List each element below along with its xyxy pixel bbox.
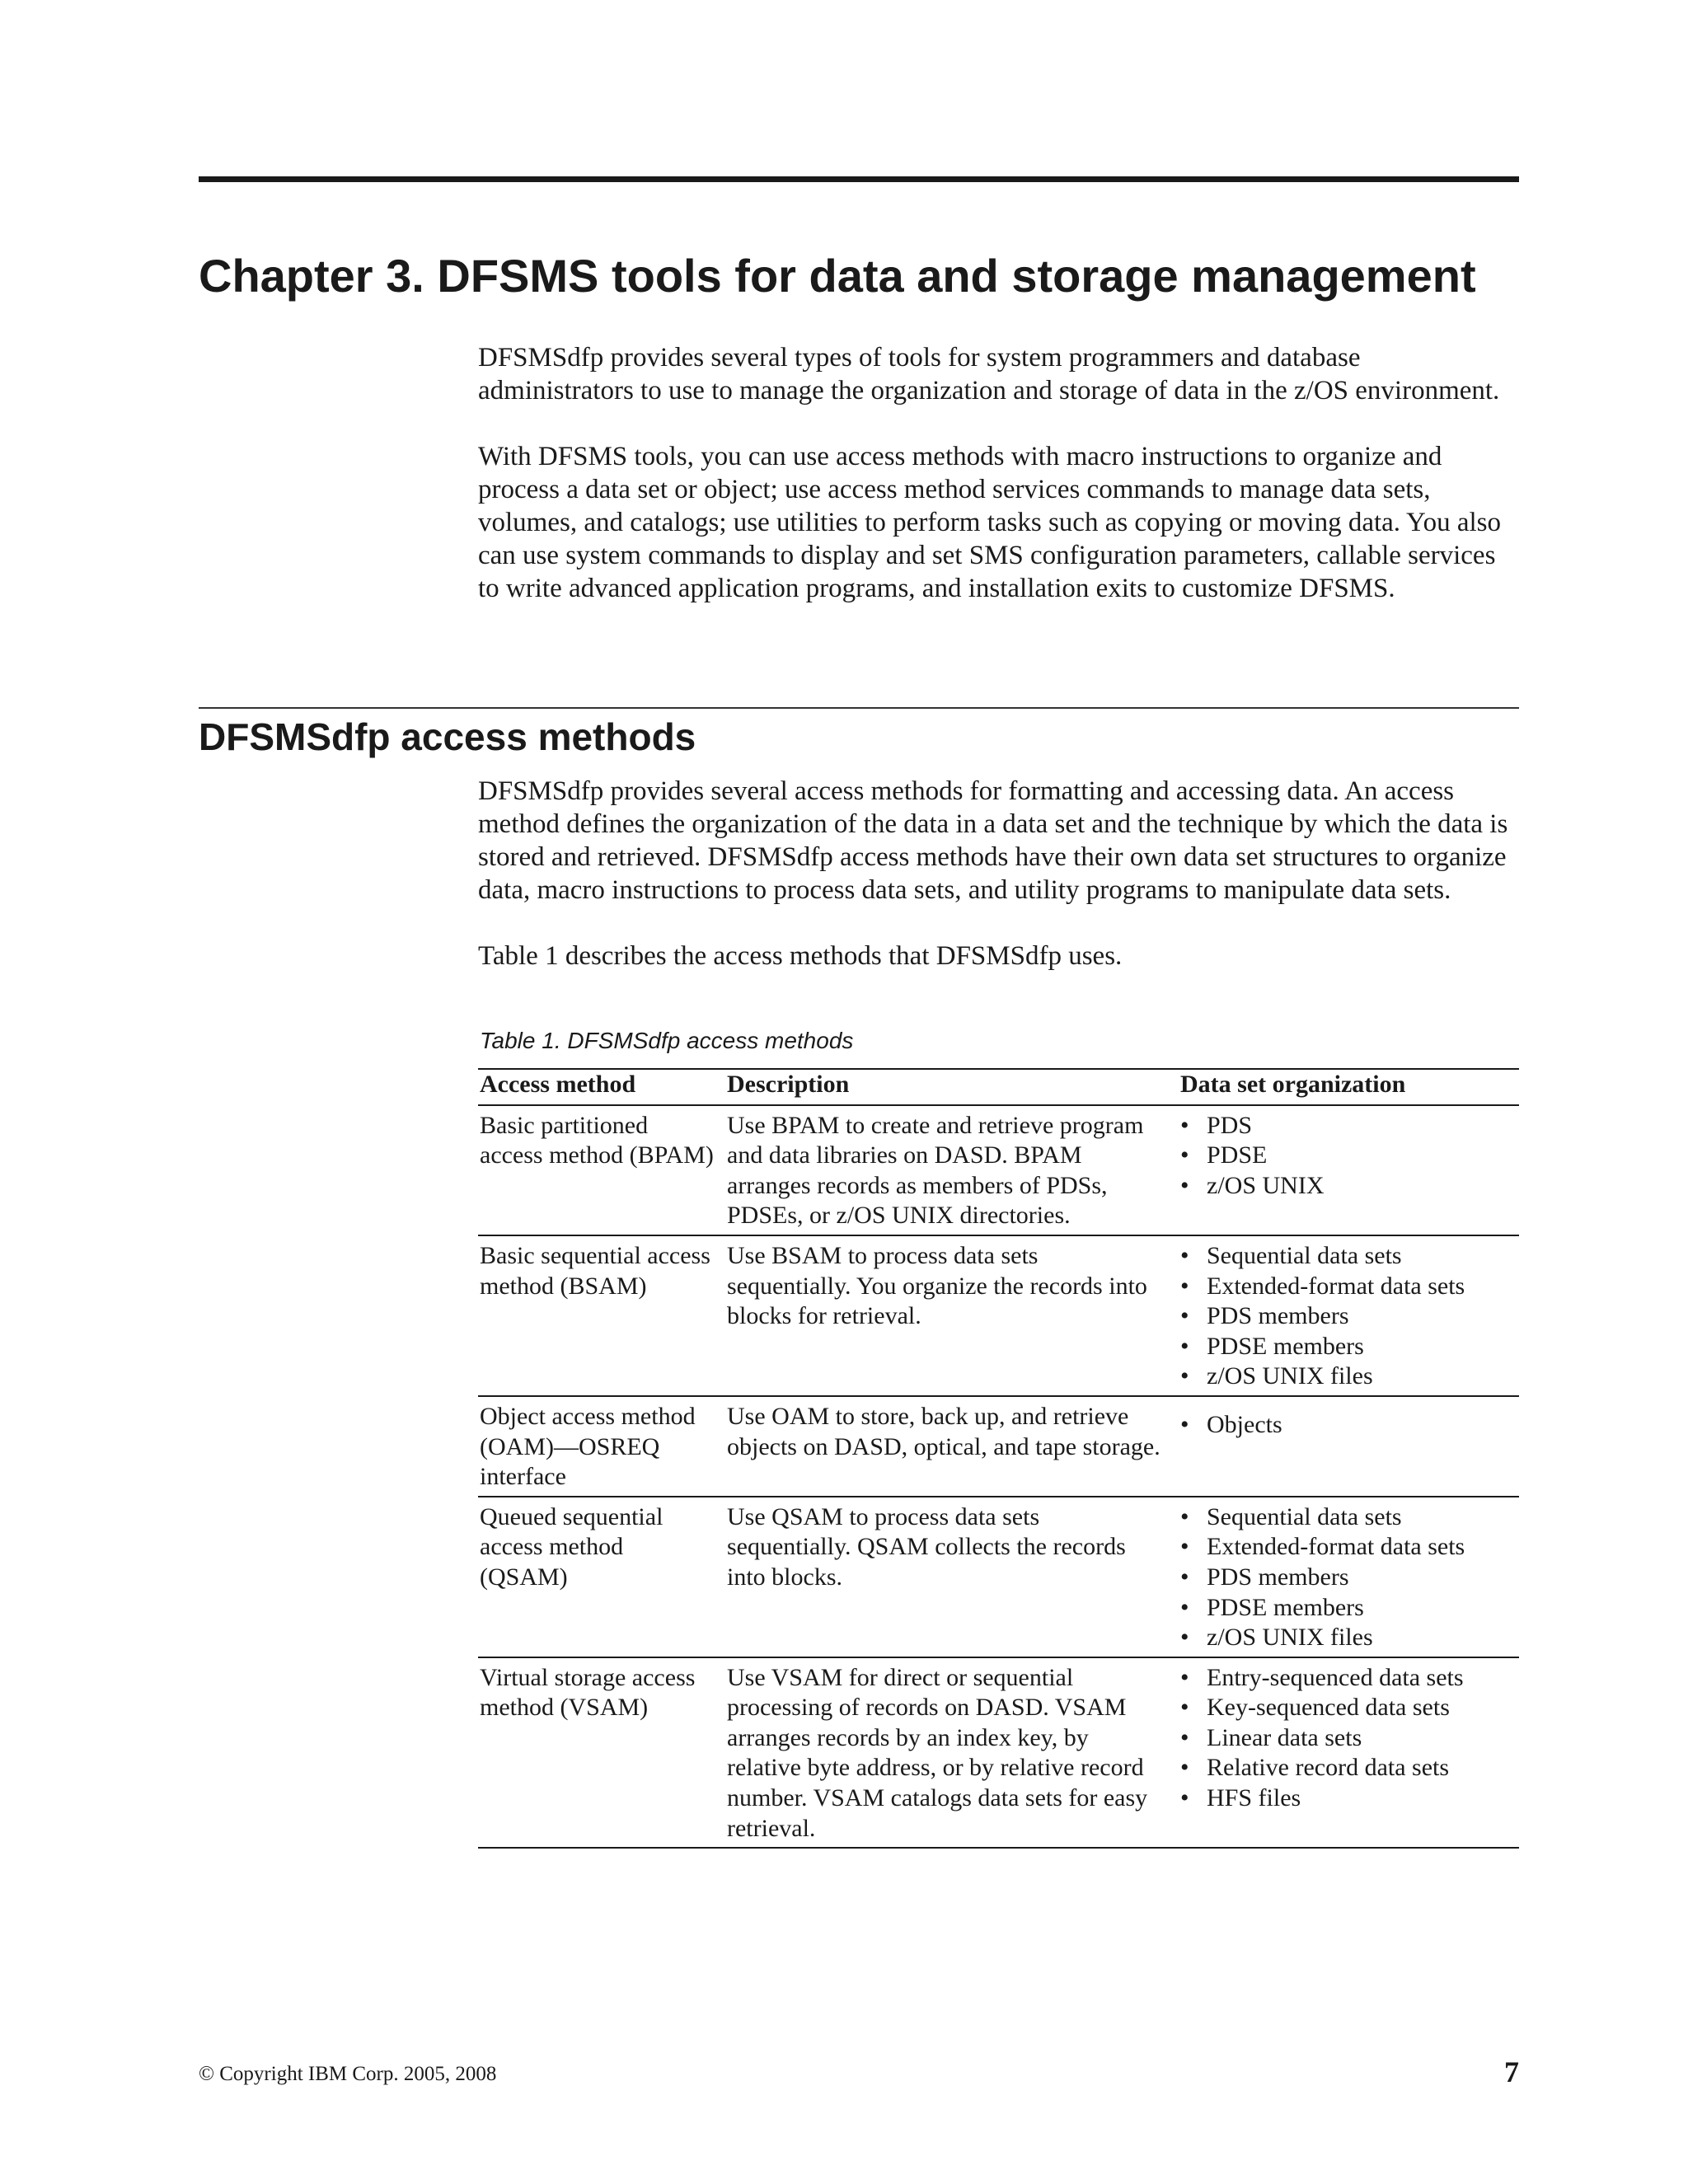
list-item: • PDSE members <box>1180 1332 1507 1362</box>
list-item: • Key-sequenced data sets <box>1180 1693 1507 1723</box>
list-item: • z/OS UNIX files <box>1180 1361 1507 1392</box>
org-list <box>1180 1410 1507 1441</box>
cell-method: Virtual storage access method (VSAM) <box>478 1657 725 1849</box>
cell-description: Use BPAM to create and retrieve program and data libraries on DASD. BPAM arranges records as members of PDSs, PDSEs, or z/OS UNIX directories. <box>725 1105 1179 1235</box>
intro-paragraph-1: DFSMSdfp provides several types of tools for system programmers and database administrators to use to manage the organization and storage of data in the z/OS environment. <box>478 343 1500 405</box>
list-item: • Sequential data sets <box>1180 1502 1507 1533</box>
section-rule <box>199 707 1519 709</box>
intro-paragraph-2: With DFSMS tools, you can use access methods with macro instructions to organize and process a data set or object; use access method services commands to manage data sets, volumes, and catalogs; use utilities to perform tasks such as copying or moving data. You also can use system commands to display and set SMS configuration parameters, callable services to write advanced application programs, and installation exits to customize DFSMS. <box>478 442 1501 603</box>
list-item: • Extended-format data sets <box>1180 1272 1507 1302</box>
table-row <box>478 1657 1519 1849</box>
section-paragraph-1: DFSMSdfp provides several access methods for formatting and accessing data. An access method defines the organization of the data in a data set and the technique by which the data is stored and retrieved. DFSMSdfp access methods have their own data set structures to organize data, macro instructions to process data sets, and utility programs to manipulate data sets. <box>478 776 1508 905</box>
org-list <box>1180 1241 1507 1392</box>
table-header-row <box>478 1069 1519 1105</box>
list-item: • PDS members <box>1180 1301 1507 1332</box>
header-access-method: Access method <box>478 1069 725 1105</box>
chapter-top-rule <box>199 176 1519 182</box>
table-row <box>478 1105 1519 1235</box>
cell-description: Use VSAM for direct or sequential processing of records on DASD. VSAM arranges records by an index key, by relative byte address, or by relative record number. VSAM catalogs data sets for easy retrieval. <box>725 1657 1179 1849</box>
cell-method: Basic partitioned access method (BPAM) <box>478 1105 725 1235</box>
header-description: Description <box>725 1069 1179 1105</box>
page-number: 7 <box>1504 2055 1519 2088</box>
list-item: • PDS <box>1180 1111 1507 1141</box>
org-list <box>1180 1502 1507 1653</box>
access-methods-table <box>478 1068 1519 1849</box>
cell-description: Use BSAM to process data sets sequentially. You organize the records into blocks for retrieval. <box>725 1235 1179 1396</box>
list-item: • Entry-sequenced data sets <box>1180 1663 1507 1694</box>
table-caption: Table 1. DFSMSdfp access methods <box>480 1028 854 1053</box>
list-item: • HFS files <box>1180 1783 1507 1814</box>
list-item: • Extended-format data sets <box>1180 1532 1507 1563</box>
list-item: • Linear data sets <box>1180 1723 1507 1754</box>
table-row <box>478 1235 1519 1396</box>
copyright-notice: © Copyright IBM Corp. 2005, 2008 <box>199 2063 497 2085</box>
org-list <box>1180 1111 1507 1202</box>
cell-method: Queued sequential access method (QSAM) <box>478 1497 725 1657</box>
cell-description: Use QSAM to process data sets sequentially. QSAM collects the records into blocks. <box>725 1497 1179 1657</box>
cell-orgs <box>1179 1105 1519 1235</box>
list-item: • Objects <box>1180 1410 1507 1441</box>
cell-description: Use OAM to store, back up, and retrieve objects on DASD, optical, and tape storage. <box>725 1396 1179 1497</box>
cell-orgs <box>1179 1497 1519 1657</box>
table-row <box>478 1396 1519 1497</box>
list-item: • PDSE <box>1180 1141 1507 1171</box>
cell-method: Basic sequential access method (BSAM) <box>478 1235 725 1396</box>
table-row <box>478 1497 1519 1657</box>
list-item: • PDSE members <box>1180 1593 1507 1624</box>
chapter-intro <box>478 341 1519 605</box>
cell-orgs <box>1179 1396 1519 1497</box>
chapter-title: Chapter 3. DFSMS tools for data and storage management <box>199 250 1476 302</box>
list-item: • PDS members <box>1180 1563 1507 1593</box>
header-data-set-organization: Data set organization <box>1179 1069 1519 1105</box>
list-item: • z/OS UNIX files <box>1180 1623 1507 1653</box>
list-item: • z/OS UNIX <box>1180 1171 1507 1202</box>
cell-orgs <box>1179 1235 1519 1396</box>
org-list <box>1180 1663 1507 1814</box>
cell-method: Object access method (OAM)—OSREQ interface <box>478 1396 725 1497</box>
cell-orgs <box>1179 1657 1519 1849</box>
section-body <box>478 775 1519 972</box>
section-paragraph-2: Table 1 describes the access methods that DFSMSdfp uses. <box>478 941 1123 971</box>
list-item: • Sequential data sets <box>1180 1241 1507 1272</box>
list-item: • Relative record data sets <box>1180 1753 1507 1783</box>
section-title: DFSMSdfp access methods <box>199 715 696 758</box>
